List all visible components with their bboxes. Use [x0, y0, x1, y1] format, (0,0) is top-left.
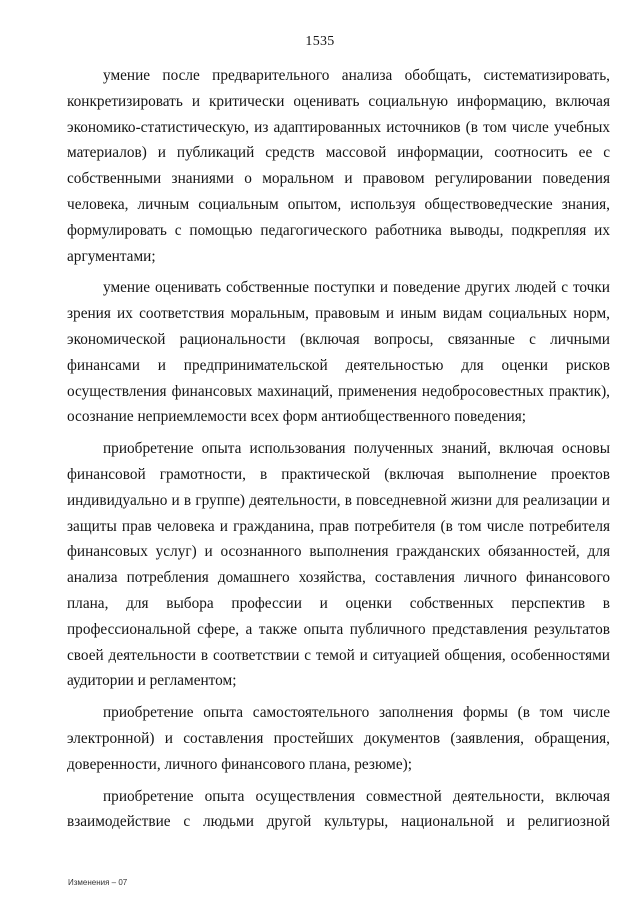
paragraph-analysis-skills: умение после предварительного анализа обобщать, систематизировать, конкретизировать и критически оценивать социальную информацию, включая экономико-статистическую, из адаптированных источников (в том числе учебных материалов) и публикаций средств массовой информации, соотносить ее с собственными знаниями о моральном и правовом регулировании поведения человека, личным социальным опытом, используя обществоведческие знания, формулировать с помощью педагогического работника выводы, подкрепляя их аргументами; — [67, 67, 610, 265]
revision-note: Изменения – 07 — [68, 878, 128, 887]
document-body — [67, 63, 610, 841]
paragraph-evaluation-skills: умение оценивать собственные поступки и поведение других людей с точки зрения их соответствия моральным, правовым и иным видам социальных норм, экономической рациональности (включая вопросы, связанные с личными финансами и предпринимательской деятельностью для оценки рисков осуществления финансовых махинаций, применения недобросовестных практик), осознание неприемлемости всех форм антиобщественного поведения; — [67, 279, 610, 426]
paragraph-document-forms: приобретение опыта самостоятельного заполнения формы (в том числе электронной) и составления простейших документов (заявления, обращения, доверенности, личного финансового плана, резюме); — [67, 704, 610, 773]
paragraph-practical-experience: приобретение опыта использования полученных знаний, включая основы финансовой грамотности, в практической (включая выполнение проектов индивидуально и в группе) деятельности, в повседневной жизни для реализации и защиты прав человека и гражданина, прав потребителя (в том числе потребителя финансовых услуг) и осознанного выполнения гражданских обязанностей, для анализа потребления домашнего хозяйства, составления личного финансового плана, для выбора профессии и оценки собственных перспектив в профессиональной сфере, а также опыта публичного представления результатов своей деятельности в соответствии с темой и ситуацией общения, особенностями аудитории и регламентом; — [67, 440, 610, 690]
page-number: 1535 — [305, 34, 335, 49]
paragraph-joint-activity: приобретение опыта осуществления совместной деятельности, включая взаимодействие с людьми другой культуры, национальной и религиозной — [67, 787, 610, 831]
